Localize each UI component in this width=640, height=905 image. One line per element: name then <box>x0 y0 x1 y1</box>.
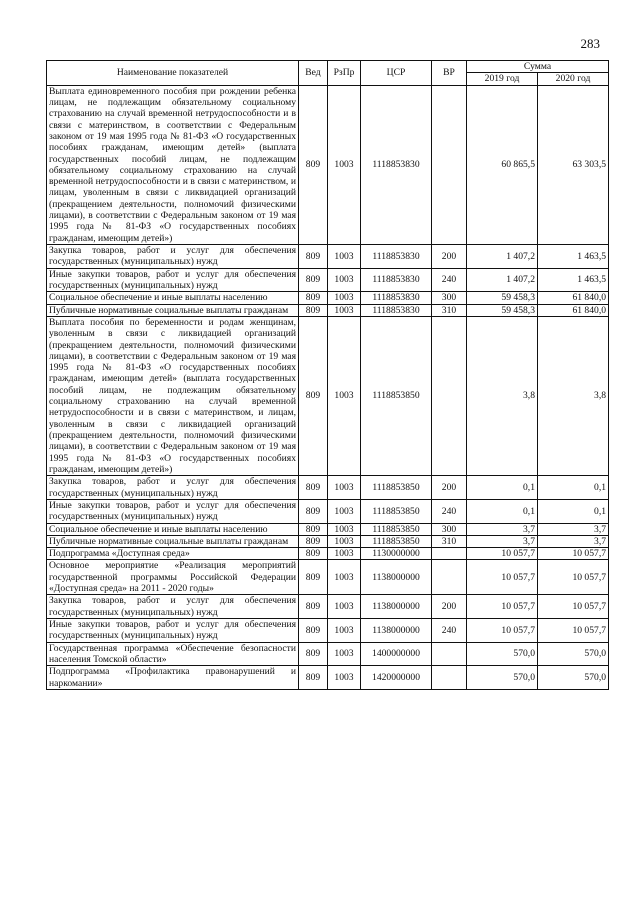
row-rzpr: 1003 <box>328 292 361 304</box>
row-amount-2019: 570,0 <box>467 642 538 666</box>
row-name: Закупка товаров, работ и услуг для обеспечения государственных (муниципальных) нужд <box>47 476 299 500</box>
row-amount-2019: 0,1 <box>467 476 538 500</box>
row-ved: 809 <box>299 666 328 690</box>
table-row <box>47 535 609 547</box>
row-rzpr: 1003 <box>328 304 361 316</box>
row-amount-2020: 0,1 <box>538 499 609 523</box>
row-amount-2019: 570,0 <box>467 666 538 690</box>
table-row <box>47 476 609 500</box>
header-csr: ЦСР <box>361 61 432 86</box>
table-row <box>47 619 609 643</box>
table-body <box>47 85 609 689</box>
row-rzpr: 1003 <box>328 85 361 244</box>
row-amount-2019: 3,7 <box>467 535 538 547</box>
row-csr: 1118853850 <box>361 523 432 535</box>
row-amount-2019: 1 407,2 <box>467 245 538 269</box>
row-vr <box>432 666 467 690</box>
row-amount-2019: 0,1 <box>467 499 538 523</box>
row-amount-2020: 61 840,0 <box>538 304 609 316</box>
row-amount-2019: 3,8 <box>467 316 538 475</box>
row-name: Выплата пособия по беременности и родам женщинам, уволенным в связи с ликвидацией организаций (прекращением деятельности, полномочий физическими лицами), в соответствии с Федеральным законом от 19 мая 1995 года № 81-ФЗ «О государственных пособиях гражданам, имеющим детей» (выплата государственных пособий лицам, не подлежащим обязательному социальному страхованию на случай временной нетрудоспособности и в связи с материнством, и лицам, уволенным в связи с ликвидацией организаций (прекращением деятельности, полномочий физическими лицами), в соответствии с Федеральным законом от 19 мая 1995 года № 81-ФЗ «О государственных пособиях гражданам, имеющим детей») <box>47 316 299 475</box>
row-amount-2020: 1 463,5 <box>538 268 609 292</box>
row-rzpr: 1003 <box>328 499 361 523</box>
row-name: Подпрограмма «Доступная среда» <box>47 548 299 560</box>
row-amount-2019: 10 057,7 <box>467 619 538 643</box>
row-rzpr: 1003 <box>328 548 361 560</box>
table-row <box>47 642 609 666</box>
row-ved: 809 <box>299 304 328 316</box>
row-ved: 809 <box>299 245 328 269</box>
row-vr: 240 <box>432 268 467 292</box>
header-sum: Сумма <box>467 61 609 73</box>
row-name: Публичные нормативные социальные выплаты гражданам <box>47 304 299 316</box>
row-name: Закупка товаров, работ и услуг для обеспечения государственных (муниципальных) нужд <box>47 245 299 269</box>
table-row <box>47 292 609 304</box>
row-csr: 1118853830 <box>361 268 432 292</box>
table-row <box>47 85 609 244</box>
table-row <box>47 268 609 292</box>
header-year-2020: 2020 год <box>538 73 609 85</box>
row-amount-2020: 570,0 <box>538 642 609 666</box>
row-vr: 300 <box>432 523 467 535</box>
row-rzpr: 1003 <box>328 268 361 292</box>
budget-table <box>46 60 609 690</box>
row-amount-2020: 3,8 <box>538 316 609 475</box>
row-ved: 809 <box>299 292 328 304</box>
row-vr <box>432 548 467 560</box>
row-amount-2020: 10 057,7 <box>538 595 609 619</box>
row-name: Социальное обеспечение и иные выплаты населению <box>47 292 299 304</box>
row-rzpr: 1003 <box>328 560 361 595</box>
row-rzpr: 1003 <box>328 535 361 547</box>
row-amount-2019: 59 458,3 <box>467 304 538 316</box>
row-name: Подпрограмма «Профилактика правонарушений и наркомании» <box>47 666 299 690</box>
row-amount-2020: 10 057,7 <box>538 548 609 560</box>
row-name: Государственная программа «Обеспечение безопасности населения Томской области» <box>47 642 299 666</box>
row-amount-2020: 0,1 <box>538 476 609 500</box>
header-ved: Вед <box>299 61 328 86</box>
row-amount-2019: 3,7 <box>467 523 538 535</box>
row-amount-2019: 10 057,7 <box>467 548 538 560</box>
row-ved: 809 <box>299 560 328 595</box>
row-vr: 200 <box>432 245 467 269</box>
page-number: 283 <box>580 36 600 51</box>
row-ved: 809 <box>299 535 328 547</box>
row-rzpr: 1003 <box>328 642 361 666</box>
row-csr: 1138000000 <box>361 595 432 619</box>
table-row <box>47 304 609 316</box>
table-row <box>47 595 609 619</box>
row-csr: 1118853830 <box>361 245 432 269</box>
row-amount-2020: 3,7 <box>538 535 609 547</box>
row-csr: 1118853850 <box>361 316 432 475</box>
row-rzpr: 1003 <box>328 245 361 269</box>
row-vr <box>432 560 467 595</box>
table-row <box>47 523 609 535</box>
row-ved: 809 <box>299 499 328 523</box>
row-name: Публичные нормативные социальные выплаты гражданам <box>47 535 299 547</box>
row-ved: 809 <box>299 316 328 475</box>
row-csr: 1420000000 <box>361 666 432 690</box>
row-vr: 300 <box>432 292 467 304</box>
header-year-2019: 2019 год <box>467 73 538 85</box>
row-csr: 1118853830 <box>361 304 432 316</box>
row-amount-2020: 63 303,5 <box>538 85 609 244</box>
row-vr: 310 <box>432 535 467 547</box>
table-row <box>47 560 609 595</box>
row-rzpr: 1003 <box>328 523 361 535</box>
header-rzpr: РзПр <box>328 61 361 86</box>
row-name: Основное мероприятие «Реализация мероприятий государственной программы Российской Федерации «Доступная среда» на 2011 - 2020 годы» <box>47 560 299 595</box>
row-amount-2019: 10 057,7 <box>467 595 538 619</box>
row-csr: 1118853830 <box>361 85 432 244</box>
row-ved: 809 <box>299 548 328 560</box>
row-vr: 240 <box>432 499 467 523</box>
row-name: Закупка товаров, работ и услуг для обеспечения государственных (муниципальных) нужд <box>47 595 299 619</box>
row-name: Социальное обеспечение и иные выплаты населению <box>47 523 299 535</box>
row-vr: 200 <box>432 476 467 500</box>
row-vr: 310 <box>432 304 467 316</box>
row-rzpr: 1003 <box>328 619 361 643</box>
row-rzpr: 1003 <box>328 476 361 500</box>
row-rzpr: 1003 <box>328 316 361 475</box>
header-name: Наименование показателей <box>47 61 299 86</box>
row-csr: 1118853850 <box>361 499 432 523</box>
row-csr: 1138000000 <box>361 619 432 643</box>
row-ved: 809 <box>299 476 328 500</box>
row-csr: 1400000000 <box>361 642 432 666</box>
table-row <box>47 548 609 560</box>
row-ved: 809 <box>299 523 328 535</box>
row-vr: 240 <box>432 619 467 643</box>
row-name: Иные закупки товаров, работ и услуг для обеспечения государственных (муниципальных) нужд <box>47 499 299 523</box>
row-vr <box>432 642 467 666</box>
row-amount-2020: 570,0 <box>538 666 609 690</box>
row-name: Иные закупки товаров, работ и услуг для обеспечения государственных (муниципальных) нужд <box>47 268 299 292</box>
table-row <box>47 316 609 475</box>
row-name: Выплата единовременного пособия при рождении ребенка лицам, не подлежащим обязательному социальному страхованию на случай временной нетрудоспособности и в связи с материнством, в соответствии с Федеральным законом от 19 мая 1995 года № 81-ФЗ «О государственных пособиях гражданам, имеющим детей» (выплата государственных пособий лицам, не подлежащим обязательному социальному страхованию на случай временной нетрудоспособности и в связи с материнством, и лицам, уволенным в связи с ликвидацией организаций (прекращением деятельности, полномочий физическими лицами), в соответствии с Федеральным законом от 19 мая 1995 года № 81-ФЗ «О государственных пособиях гражданам, имеющим детей») <box>47 85 299 244</box>
row-csr: 1130000000 <box>361 548 432 560</box>
row-ved: 809 <box>299 642 328 666</box>
row-ved: 809 <box>299 595 328 619</box>
row-vr <box>432 85 467 244</box>
row-ved: 809 <box>299 619 328 643</box>
row-ved: 809 <box>299 268 328 292</box>
row-csr: 1118853850 <box>361 476 432 500</box>
header-vr: ВР <box>432 61 467 86</box>
row-csr: 1118853830 <box>361 292 432 304</box>
row-ved: 809 <box>299 85 328 244</box>
row-amount-2019: 59 458,3 <box>467 292 538 304</box>
table-row <box>47 499 609 523</box>
row-amount-2019: 1 407,2 <box>467 268 538 292</box>
table-header <box>47 61 609 86</box>
row-vr: 200 <box>432 595 467 619</box>
row-rzpr: 1003 <box>328 595 361 619</box>
row-amount-2020: 10 057,7 <box>538 619 609 643</box>
row-rzpr: 1003 <box>328 666 361 690</box>
row-vr <box>432 316 467 475</box>
table-row <box>47 245 609 269</box>
row-amount-2020: 1 463,5 <box>538 245 609 269</box>
row-amount-2020: 10 057,7 <box>538 560 609 595</box>
row-amount-2019: 60 865,5 <box>467 85 538 244</box>
row-csr: 1118853850 <box>361 535 432 547</box>
row-amount-2020: 61 840,0 <box>538 292 609 304</box>
row-amount-2020: 3,7 <box>538 523 609 535</box>
row-name: Иные закупки товаров, работ и услуг для обеспечения государственных (муниципальных) нужд <box>47 619 299 643</box>
table-row <box>47 666 609 690</box>
row-amount-2019: 10 057,7 <box>467 560 538 595</box>
row-csr: 1138000000 <box>361 560 432 595</box>
